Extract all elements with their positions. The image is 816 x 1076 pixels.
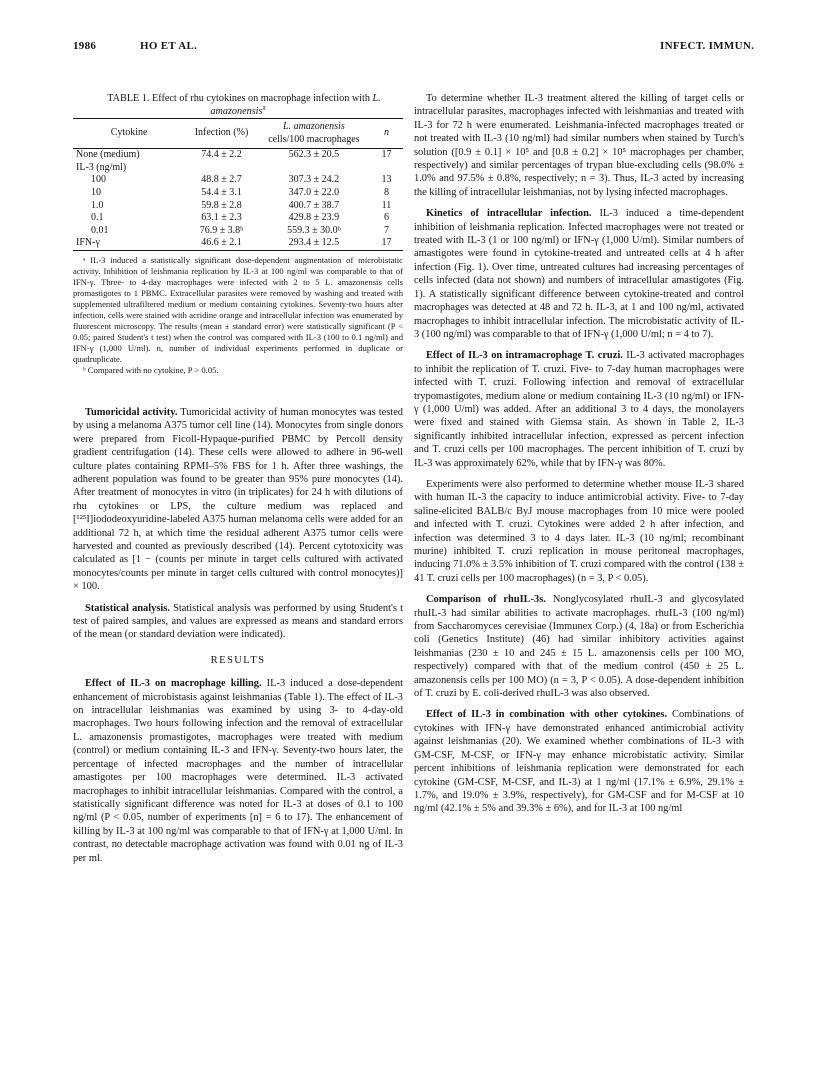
cell-n: 6	[383, 212, 389, 224]
table-footnotes	[73, 255, 403, 376]
cell-n: 11	[381, 199, 392, 211]
table-caption: TABLE 1. Effect of rhu cytokines on macrophage infection with L. amazonensis$^a$	[107, 93, 381, 117]
combination-heading: Effect of IL-3 in combination with other cytokines.	[426, 709, 668, 721]
cell-n: 7	[383, 224, 389, 236]
mouse-paragraph: Experiments were also performed to determine whether mouse IL-3 shared with human IL-3 the capacity to induce antimicrobial activity. Five- to 7-day saline-elicited BALB/c ByJ mouse macrophages from 10 mice were pooled and infected with T. cruzi. Cytokines were added 2 h after infection, and infection was determined 3 to 4 days later. IL-3 (10 ng/ml; recombinant murine) inhibited T. cruzi replication in mouse peritoneal macrophages, inducing 71.0% ± 3.5% inhibition of T. cruzi compared with the control (138 ± 41 T. cruzi cells per 100 macrophages) (n = 3, P < 0.05).	[414, 478, 744, 584]
cell-cytokine: IL-3 (ng/ml)	[76, 161, 127, 173]
cell-cytokine: 0.1	[91, 212, 104, 224]
header-n: n	[383, 127, 389, 139]
cell-infection: 63.1 ± 2.3	[201, 212, 242, 224]
cruzi-paragraph: Effect of IL-3 on intramacrophage T. cruzi. IL-3 activated macrophages to inhibit the replication of T. cruzi. Five- to 7-day human macrophages were infected with T. cruzi. Following infection and removal of extracellular trypomastigotes, medium alone or medium containing IL-3 (10 ng/ml) or IFN-γ (1,000 U/ml) was added. After an additional 3 to 4 days, the monolayers were fixed and stained with Giemsa stain. As shown in Table 2, IL-3 significantly inhibited intracellular infection, expressed as percent infection and T. cruzi cells per 100 macrophages. The percent inhibition of T. cruzi by IL-3 was approximately 62%, while that by IFN-γ was 80%.	[414, 350, 744, 469]
cell-infection: 76.9 ± 3.8ᵇ	[199, 224, 244, 236]
table-header-row	[73, 119, 403, 149]
footnote-a: ᵃ IL-3 induced a statistically significant dose-dependent augmentation of microbistatic activity. Inhibition of leishmania replication by IL-3 at 100 ng/ml was comparable to that of IFN-γ. Three- to 4-day macrophages were infected with 2 to 5 L. amazonensis cells promastigotes to 1 PBMC. Extracellular parasites were removed by washing and treated with supplemented ultrafiltered medium or medium containing cytokines. Seventy-two hours after infection, cells were stained with acridine orange and intracellular infection was enumerated by fluorescent microscopy. The results (mean ± standard error) were statistically significant (P < 0.05; paired Student's t test) when the control was compared with IL-3 (100 to 0.1 ng/ml) and IFN-γ (1,000 U/ml). n, number of individual experiments performed in duplicate or quadruplicate.	[73, 254, 403, 364]
combination-paragraph: Effect of IL-3 in combination with other cytokines. Combinations of cytokines with IFN-γ have demonstrated enhanced antimicrobial activity against leishmanias (20). We examined whether combinations of IL-3 with GM-CSF, M-CSF, or IFN-γ may enhance microbistatic activity. Similar percent inhibitions of leishmania replication were demonstrated for each cytokine (GM-CSF, M-CSF, and IL-3) at 1 ng/ml (17.1% ± 6.9%, 29.1% ± 1.7%, and 19.0% ± 3.9%, respectively), for GM-CSF and for M-CSF at 10 ng/ml (42.1% ± 5% and 39.3% ± 6%), and for IL-3 at 100 ng/ml	[414, 709, 744, 815]
page-number: 1986	[73, 40, 97, 52]
running-authors: HO ET AL.	[140, 40, 198, 52]
header-infection: Infection (%)	[194, 127, 249, 139]
cell-amastigotes: 429.8 ± 23.9	[288, 212, 340, 224]
table-row	[73, 162, 403, 175]
cell-n: 17	[381, 237, 392, 249]
results-heading: RESULTS	[210, 654, 266, 666]
tumoricidal-paragraph: Tumoricidal activity. Tumoricidal activity of human monocytes was tested by using a melanoma A375 tumor cell line (14). Monocytes from single donors were prepared from Ficoll-Hypaque-purified PBMC by Percoll density gradient centrifugation (14). These cells were allowed to adhere in 96-well culture plates containing RPMI–5% FBS for 1 h. After three washings, the adherent population was found to be greater than 95% pure monocytes (14). After treatment of monocytes in vitro (in triplicates) for 24 h with dilutions of rhu cytokines or LPS, the culture medium was replaced and [¹²⁵I]iododeoxyuridine-labeled A375 human melanoma cells were added for an additional 72 h, at which time the residual adherent A375 tumor cells were harvested and counted as previously described (14). Percent cytotoxicity was calculated as [1 − (counts per minute in target cells cultured with activated monocytes/counts per minute in target cells cultured with control monocytes)] × 100.	[73, 406, 403, 593]
table-row	[73, 212, 403, 225]
cell-infection: 54.4 ± 3.1	[201, 186, 242, 198]
cell-amastigotes: 562.3 ± 20.5	[288, 149, 340, 161]
cell-cytokine: 0.01	[91, 224, 109, 236]
header-cells: L. amazonensis cells/100 macrophages	[268, 121, 360, 145]
viability-paragraph: To determine whether IL-3 treatment altered the killing of target cells or intracellular parasites, macrophages infected with leishmanias and treated with IL-3 for 72 h were enumerated. Leishmania-infected macrophages treated or not treated with IL-3 (10 ng/ml) had similar numbers when stained by Turch's solution ([0.9 ± 0.1] × 10⁵ and [0.8 ± 0.2] × 10⁵ macrophages per chamber, respectively) and similar percentages of trypan blue-excluding cells (98.0% ± 1.0% and 97.5% ± 0.8%, respectively; n = 3). Thus, IL-3 acted by increasing the killing of intracellular leishmanias, not by lysing infected macrophages.	[414, 93, 744, 198]
comparison-heading: Comparison of rhuIL-3s.	[426, 594, 546, 606]
statistics-heading: Statistical analysis.	[85, 602, 170, 614]
cell-cytokine: 10	[91, 186, 101, 198]
cell-n	[370, 162, 403, 175]
left-column	[73, 92, 403, 865]
cruzi-heading: Effect of IL-3 on intramacrophage T. cruzi.	[426, 350, 623, 362]
cell-cytokine: 1.0	[91, 199, 104, 211]
header-cytokine: Cytokine	[110, 127, 148, 139]
footnote-b: ᵇ Compared with no cytokine, P > 0.05.	[83, 364, 219, 375]
cell-infection	[185, 162, 258, 175]
cytokine-table	[73, 118, 403, 251]
table-row	[73, 174, 403, 187]
cell-cytokine: IFN-γ	[76, 237, 100, 249]
cell-amastigotes: 347.0 ± 22.0	[288, 186, 340, 198]
cell-n: 8	[383, 186, 389, 198]
cell-amastigotes: 307.3 ± 24.2	[288, 174, 340, 186]
cell-amastigotes	[258, 162, 370, 175]
cell-cytokine: None (medium)	[76, 149, 140, 161]
cell-infection: 59.8 ± 2.8	[201, 199, 242, 211]
statistics-paragraph: Statistical analysis. Statistical analysis was performed by using Student's t test of paired samples, and values are expressed as means and standard errors of the mean (or standard deviation were indicated).	[73, 602, 403, 641]
kinetics-paragraph: Kinetics of intracellular infection. IL-3 induced a time-dependent inhibition of leishmania replication. Infected macrophages were not treated or treated with IL-3 (1 or 100 ng/ml) or IFN-γ (1,000 U/ml). Similar numbers of amastigotes were found in cytokine-treated and untreated cells at 4 h after infection (Fig. 1). Over time, untreated cultures had increasing percentages of cells infected (data not shown) and numbers of intracellular amastigotes (Fig. 1). A statistically significant difference between cytokine-treated and control macrophages was detected at 48 and 72 h. IL-3, at 1 and 100 ng/ml, activated macrophages to inhibit intracellular infection. The microbistatic activity of IL-3 (100 ng/ml) was comparable to that of IFN-γ (1,000 U/ml; n = 4 to 7).	[414, 208, 744, 340]
cell-infection: 46.6 ± 2.1	[201, 237, 242, 249]
cell-cytokine: 100	[91, 174, 106, 186]
kinetics-heading: Kinetics of intracellular infection.	[426, 208, 592, 220]
cell-infection: 48.8 ± 2.7	[201, 174, 242, 186]
cell-n: 13	[381, 174, 392, 186]
cell-n: 17	[381, 149, 392, 161]
journal-name: INFECT. IMMUN.	[660, 40, 755, 52]
right-column	[414, 92, 744, 816]
table-1	[73, 92, 403, 376]
table-row	[73, 200, 403, 213]
cell-amastigotes: 559.3 ± 30.0ᵇ	[287, 224, 341, 236]
cell-infection: 74.4 ± 2.2	[201, 149, 242, 161]
killing-paragraph: Effect of IL-3 on macrophage killing. IL-3 induced a dose-dependent enhancement of microbistasis against leishmanias (Table 1). The effect of IL-3 on intracellular leishmanias was examined by using 3- to 4-day-old macrophages. Two hours following infection and the removal of extracellular L. amazonensis promastigotes, macrophages were treated with medium (control) or medium containing IL-3 and IFN-γ. Seventy-two hours later, the percentage of infected macrophages and the number of intracellular amastigotes per 100 macrophages were determined. IL-3 activated macrophages to inhibit intracellular leishmanias. Compared with the control, a statistically significant difference was noted for IL-3 at doses of 0.1 to 100 ng/ml (P < 0.05, number of experiments [n] = 6 to 17). The enhancement of killing by IL-3 at 100 ng/ml was comparable to that of IFN-γ at 1,000 U/ml. In contrast, no detectable macrophage activation was found with 0.01 ng of IL-3 per ml.	[73, 678, 404, 864]
comparison-paragraph: Comparison of rhuIL-3s. Nonglycosylated rhuIL-3 and glycosylated rhuIL-3 had similar abilities to activate macrophages. rhuIL-3 (100 ng/ml) from Saccharomyces cerevisiae (Immunex Corp.) (4, 18a) or from Escherichia coli (Genetics Institute) (46) had similar inhibitory activities against leishmanias (230 ± 10 and 245 ± 15 L. amazonensis cells per 100 MO, respectively) compared with that of the medium control (450 ± 25 L. amazonensis cells per 100 MO) (n = 3, P < 0.05). A dose-dependent inhibition of T. cruzi by E. coli-derived rhuIL-3 was also observed.	[414, 594, 744, 700]
table-row	[73, 149, 403, 162]
killing-heading: Effect of IL-3 on macrophage killing.	[85, 678, 262, 690]
table-row	[73, 237, 403, 250]
table-row	[73, 187, 403, 200]
table-row	[73, 225, 403, 238]
cell-amastigotes: 400.7 ± 38.7	[288, 199, 340, 211]
cell-amastigotes: 293.4 ± 12.5	[288, 237, 340, 249]
tumoricidal-heading: Tumoricidal activity.	[85, 406, 178, 418]
